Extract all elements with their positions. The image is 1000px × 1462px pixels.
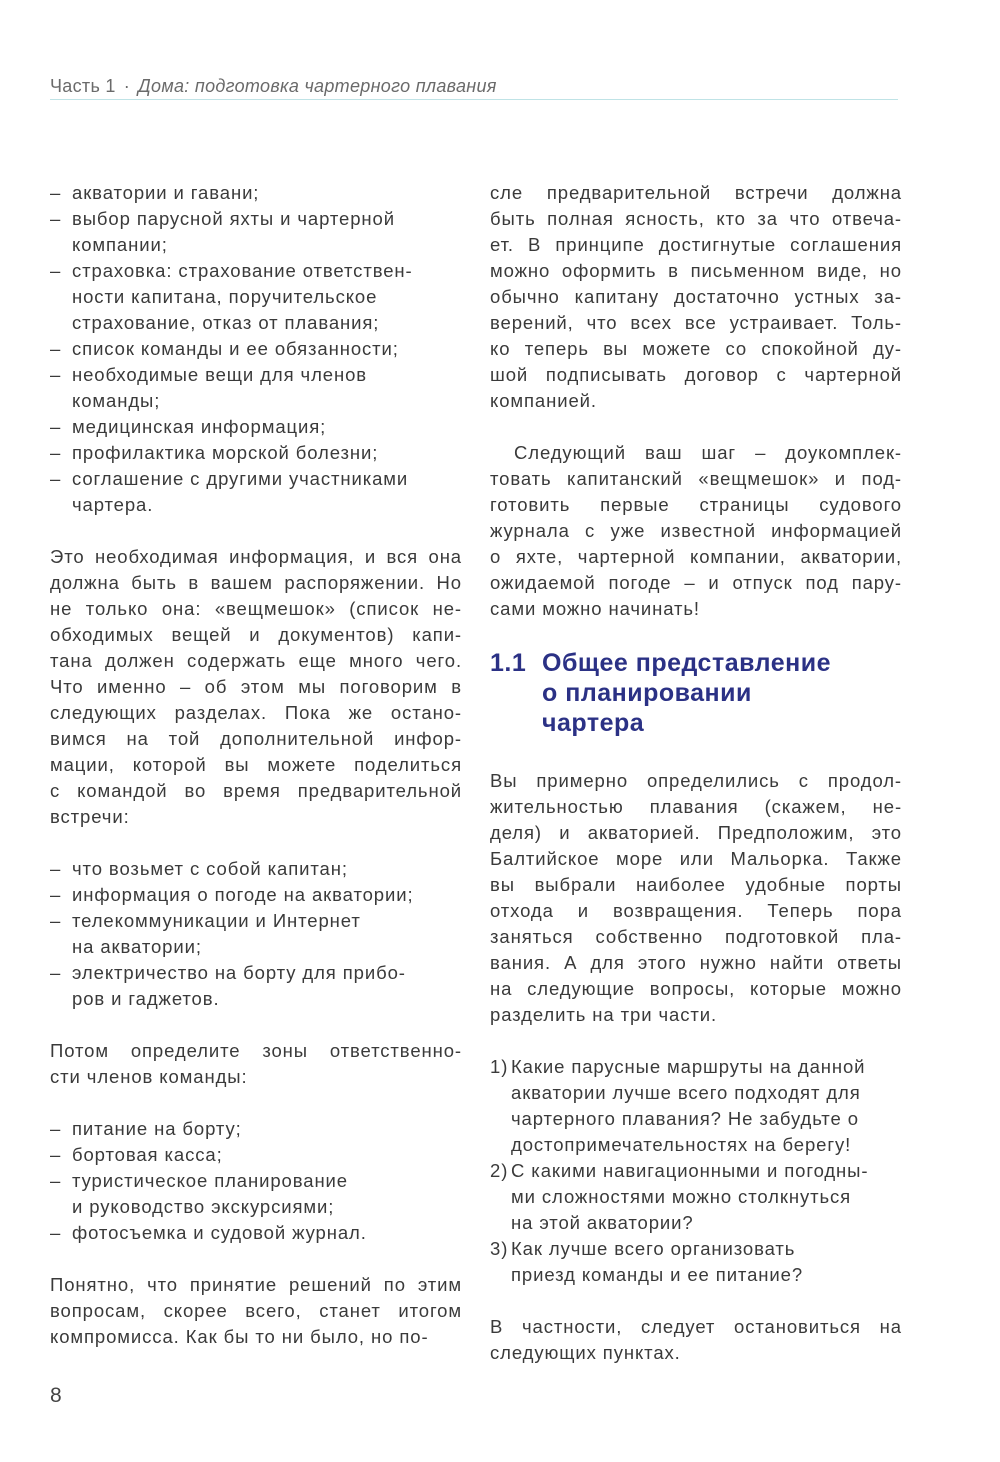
list-item [50,908,462,960]
text-line: В частности, следует остановиться на [490,1316,902,1337]
text-line: мации, которой вы можете поделиться [50,754,462,775]
paragraph [490,1314,902,1366]
text-line: страхование, отказ от плавания; [72,312,380,333]
section-title-line: о планировании [542,679,752,707]
text-line: следующих разделах. Пока же остано- [50,702,462,723]
list-dash: – [50,884,62,905]
section-heading [490,648,902,738]
text-line: Балтийское море или Мальорка. Также [490,848,902,869]
text-line: Понятно, что принятие решений по этим [50,1274,462,1295]
item-number: 1) [490,1056,509,1077]
list-item [50,1142,462,1168]
list-item [50,414,462,440]
text-line: товать капитанский «вещмешок» и под- [490,468,902,489]
list-dash: – [50,260,62,281]
left-column [50,180,462,1376]
text-line: ет. В принципе достигнутые соглашения [490,234,902,255]
list-dash: – [50,1222,62,1243]
text-line: Вы примерно определились с продол- [490,770,902,791]
text-line: встречи: [50,806,130,827]
text-line: обычно капитану достаточно устных за- [490,286,902,307]
numbered-item [490,1054,902,1158]
text-line: ров и гаджетов. [72,988,220,1009]
text-line: электричество на борту для прибо- [72,962,406,983]
text-line: заняться собственно подготовкой пла- [490,926,902,947]
list-item [50,856,462,882]
section-number: 1.1 [490,649,527,677]
text-line: ожидаемой погоде – и отпуск под пару- [490,572,902,593]
text-line: Потом определите зоны ответственно- [50,1040,462,1061]
header-part: Часть 1 [50,76,116,96]
text-line: жительностью плавания (скажем, не- [490,796,902,817]
section-title-line: чартера [542,709,645,737]
text-line: вания. А для этого нужно найти ответы [490,952,902,973]
text-line: шой подписывать договор с чартерной [490,364,902,385]
header-separator: · [123,76,131,96]
paragraph [490,440,902,622]
list-dash: – [50,442,62,463]
text-line: на акватории; [72,936,202,957]
list-item [50,206,462,258]
text-line: С какими навигационными и погодны- [511,1160,869,1181]
text-line: не только она: «вещмешок» (список не- [50,598,462,619]
running-header [50,76,898,97]
list-dash: – [50,858,62,879]
text-line: соглашение с другими участниками [72,468,409,489]
text-line: отхода и возвращения. Теперь пора [490,900,902,921]
text-line: Какие парусные маршруты на данной [511,1056,866,1077]
text-line: ко теперь вы можете со спокойной ду- [490,338,902,359]
text-line: деля) и акваторией. Предположим, это [490,822,902,843]
list-item [50,336,462,362]
list-dash: – [50,1144,62,1165]
text-line: вы выбрали наиболее удобные порты [490,874,902,895]
paragraph [50,544,462,830]
text-line: готовить первые страницы судового [490,494,902,515]
list-dash: – [50,416,62,437]
text-line: о яхте, чартерной компании, акватории, [490,546,902,567]
item-number: 2) [490,1160,509,1181]
numbered-item [490,1236,902,1288]
list-item [50,440,462,466]
text-line: акватории и гавани; [72,182,260,203]
text-line: питание на борту; [72,1118,242,1139]
text-line: вопросам, скорее всего, станет итогом [50,1300,462,1321]
text-line: информация о погоде на акватории; [72,884,414,905]
text-line: компанией. [490,390,597,411]
list-item [50,882,462,908]
list-item [50,1220,462,1246]
text-line: тана должен содержать еще много чего. [50,650,462,671]
text-line: быть полная ясность, кто за что отвеча- [490,208,902,229]
list-dash: – [50,468,62,489]
text-line: команды; [72,390,161,411]
text-line: Как лучше всего организовать [511,1238,796,1259]
text-line: необходимые вещи для членов [72,364,367,385]
section-title-line: Общее представление [542,649,831,677]
text-line: телекоммуникации и Интернет [72,910,361,931]
text-line: страховка: страхование ответствен- [72,260,413,281]
text-line: с командой во время предварительной [50,780,462,801]
text-line: на этой акватории? [511,1212,694,1233]
text-line: медицинская информация; [72,416,327,437]
list-dash: – [50,1118,62,1139]
text-line: достопримечательностях на берегу! [511,1134,852,1155]
paragraph [50,1038,462,1090]
text-line: профилактика морской болезни; [72,442,379,463]
bullet-list [50,856,462,1012]
numbered-list [490,1054,902,1288]
text-line: можно оформить в письменном виде, но [490,260,902,281]
text-line: сти членов команды: [50,1066,248,1087]
text-line: фотосъемка и судовой журнал. [72,1222,367,1243]
bullet-list [50,180,462,518]
text-line: должна быть в вашем распоряжении. Но [50,572,462,593]
paragraph [490,768,902,1028]
text-line: Следующий ваш шаг – доукомплек- [514,442,902,463]
text-line: акватории лучше всего подходят для [511,1082,861,1103]
text-line: верений, что всех все устраивает. Толь- [490,312,902,333]
text-line: выбор парусной яхты и чартерной [72,208,395,229]
text-line: сами можно начинать! [490,598,700,619]
header-chapter-title: Дома: подготовка чартерного плавания [138,76,497,96]
paragraph [50,1272,462,1350]
page-number: 8 [50,1384,62,1407]
text-line: туристическое планирование [72,1170,348,1191]
list-item [50,180,462,206]
list-dash: – [50,910,62,931]
text-line: что возьмет с собой капитан; [72,858,348,879]
header-rule [50,99,898,100]
text-line: ности капитана, поручительское [72,286,378,307]
numbered-item [490,1158,902,1236]
text-line: Что именно – об этом мы поговорим в [50,676,462,697]
text-line: список команды и ее обязанности; [72,338,399,359]
list-dash: – [50,182,62,203]
text-line: вимся на той дополнительной инфор- [50,728,462,749]
text-line: чартера. [72,494,154,515]
text-line: сле предварительной встречи должна [490,182,902,203]
list-dash: – [50,962,62,983]
list-dash: – [50,1170,62,1191]
text-line: и руководство экскурсиями; [72,1196,335,1217]
text-line: Это необходимая информация, и вся она [50,546,462,567]
list-item [50,1116,462,1142]
text-line: компании; [72,234,168,255]
text-line: компромисса. Как бы то ни было, но по- [50,1326,429,1347]
text-line: бортовая касса; [72,1144,223,1165]
text-line: приезд команды и ее питание? [511,1264,804,1285]
list-dash: – [50,364,62,385]
text-line: журнала с уже известной информацией [490,520,902,541]
item-number: 3) [490,1238,509,1259]
list-item [50,466,462,518]
bullet-list [50,1116,462,1246]
list-item [50,960,462,1012]
text-line: чартерного плавания? Не забудьте о [511,1108,859,1129]
list-dash: – [50,338,62,359]
paragraph [490,180,902,414]
text-line: следующих пунктах. [490,1342,681,1363]
text-line: обходимых вещей и документов) капи- [50,624,462,645]
list-item [50,362,462,414]
list-dash: – [50,208,62,229]
text-line: разделить на три части. [490,1004,718,1025]
text-line: на следующие вопросы, которые можно [490,978,902,999]
list-item [50,1168,462,1220]
list-item [50,258,462,336]
text-line: ми сложностями можно столкнуться [511,1186,852,1207]
right-column [490,180,902,1392]
